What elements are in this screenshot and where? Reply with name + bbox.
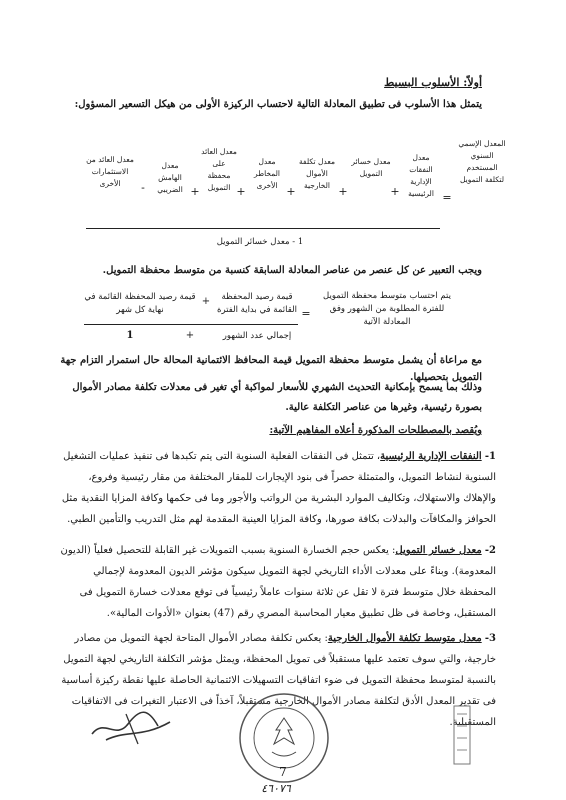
denominator-months: إجمالي عدد الشهور [222, 331, 292, 341]
equation-term: معدل الهامش الضريبي [157, 161, 183, 194]
operator: + [190, 185, 200, 198]
signature-icon [86, 700, 176, 750]
fraction-line [86, 228, 440, 229]
item-number: 3- [484, 633, 496, 644]
item-number: 1- [484, 451, 496, 462]
equation-term: معدل المخاطر الأخرى [254, 157, 280, 190]
list-item [56, 540, 496, 624]
paragraph: مع مراعاة أن يشمل متوسط محفظة التمويل قيمة المحافظ الائتمانية المحالة حال استمرار التزام جهة التمويل بتحصيلها. [60, 355, 482, 383]
page-number: 7 [279, 765, 287, 779]
equation-term: معدل تكلفة الأموال الخارجية [299, 157, 335, 190]
equation-term: معدل العائد على محفظة التمويل [201, 147, 237, 192]
item-title: النفقات الإدارية الرئيسية [380, 451, 482, 462]
equation-term: معدل النفقات الإدارية الرئيسية [408, 153, 434, 198]
paragraph: وذلك بما يسمح بإمكانية التحديث الشهري للأسعار لمواكبة أي تغير فى معدلات تكلفة مصادر الأموال بصورة رئيسية، وغيرها من عناصر التكلفة عالية. [72, 382, 482, 413]
equation-result: المعدل الإسمي السنوي المستخدم لتكلفة التمويل [458, 139, 506, 184]
paragraph: ويُقصد بالمصطلحات المذكورة أعلاه المفاهيم الآتية: [269, 425, 482, 436]
equation-term: معدل العائد من الاستثمارات الأخرى [86, 155, 134, 188]
equation-denominator: 1 - معدل خسائر التمويل [216, 237, 304, 247]
item-text: ، تتمثل فى النفقات الفعلية السنوية التى يتم تكبدها فى تنفيذ عمليات التشغيل السنوية لنشاط التمويل، والمتمثلة حصراً فى بنود الإيجارات للمقار المختلفة من مقار رئيسية وفروع، والإهلاك والاستهلاك، وتكاليف الموارد البشرية من الرواتب والأجور وما فى حكمها وكافة المزايا النقدية مثل الحوافز والمكافآت والبدلات بكافة صورها، وكافة المزايا العينية المقدمة لهم مثل التدريب والتأمين الطبي. [61, 451, 496, 525]
equation-term: معدل خسائر التمويل [351, 157, 391, 178]
equals-sign: = [301, 307, 311, 320]
handwritten-number: ٤٦٠٧٦ [261, 782, 291, 795]
paragraph: ويجب التعبير عن كل عنصر من عناصر المعادلة السابقة كنسبة من متوسط محفظة التمويل. [102, 265, 482, 276]
operator: + [338, 185, 348, 198]
intro-paragraph: يتمثل هذا الأسلوب فى تطبيق المعادلة التالية لاحتساب الركيزة الأولى من هيكل التسعير المسؤول: [74, 99, 482, 110]
operator: - [141, 181, 145, 194]
numerator-start: قيمة رصيد المحفظة القائمة في بداية الفترة [216, 292, 297, 315]
operator: + [286, 185, 296, 198]
operator: + [201, 296, 211, 307]
operator: + [236, 185, 246, 198]
item-text: : يعكس حجم الخسارة السنوية بسبب التمويلات غير القابلة للتحصيل فعلياً (الديون المعدومة). وبناءً على معدلات الأداء التاريخي لجهة التمويل سيكون مؤشر الديون المعدومة لإجمالي المحفظة خلال متوسط فترة لا تقل عن ثلاثة سنوات عاملاً رئيسياً فى توقع معدلات خسارة التمويل فى المستقبل، وخاصة فى ظل تطبيق معيار المحاسبة المصري رقم (47) بعنوان «الأدوات المالية». [60, 545, 496, 619]
item-number: 2- [484, 545, 496, 556]
fraction-line [84, 324, 298, 325]
equals-sign: = [442, 191, 452, 204]
item-text: : يعكس تكلفة مصادر الأموال المتاحة لجهة التمويل من مصادر خارجية، والتي سوف تعتمد عليها مستقبلاً فى تمويل المحفظة، ويمثل مؤشر التكلفة التاريخي لجهة التمويل بالنسبة لمتوسط محفظة التمويل فى ضوء اتفاقيات التسهيلات الائتمانية الحاصلة عليها نقطة ركيزة أساسية فى تقدير المعدل الأدق لتكلفة مصادر الأموال الخارجية مستقبلاً، آخذاً فى الاعتبار التغيرات فى الاتفاقيات المستقبلية. [61, 633, 496, 728]
operator: + [185, 330, 195, 341]
section-heading: أولاً: الأسلوب البسيط [384, 76, 482, 89]
operator: + [390, 185, 400, 198]
denominator-one: 1 [126, 330, 134, 341]
list-item [56, 446, 496, 530]
item-title: معدل خسائر التمويل [395, 545, 482, 556]
equation-lhs: يتم احتساب متوسط محفظة التمويل للفترة المطلوبة من الشهور وفق المعادلة الآتية [323, 291, 451, 327]
numerator-end: قيمة رصيد المحفظة القائمة في نهاية كل شهر [84, 292, 196, 315]
item-title: معدل متوسط تكلفة الأموال الخارجية [327, 633, 482, 644]
stamp-mark-icon [448, 700, 478, 770]
